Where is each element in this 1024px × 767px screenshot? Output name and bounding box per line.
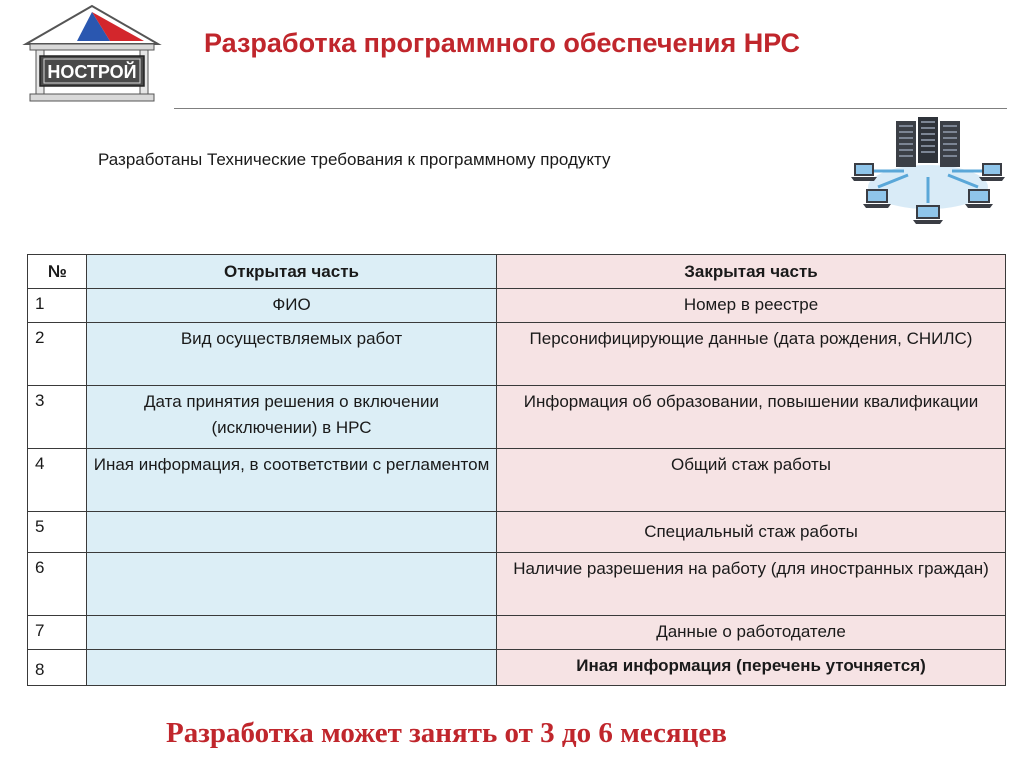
closed-cell: Специальный стаж работы bbox=[497, 512, 1006, 553]
logo-text: НОСТРОЙ bbox=[47, 62, 137, 82]
open-cell: Иная информация, в соответствии с регламентом bbox=[87, 449, 497, 512]
closed-cell: Информация об образовании, повышении квалификации bbox=[497, 386, 1006, 449]
open-cell: ФИО bbox=[87, 289, 497, 323]
open-cell bbox=[87, 553, 497, 616]
open-cell bbox=[87, 512, 497, 553]
open-cell: Дата принятия решения о включении (исключении) в НРС bbox=[87, 386, 497, 449]
page-title: Разработка программного обеспечения НРС bbox=[204, 28, 801, 58]
row-number: 3 bbox=[28, 386, 87, 449]
row-number: 7 bbox=[28, 616, 87, 650]
table-row bbox=[28, 289, 1006, 323]
row-number: 4 bbox=[28, 449, 87, 512]
closed-cell: Персонифицирующие данные (дата рождения, СНИЛС) bbox=[497, 323, 1006, 386]
closed-cell: Иная информация (перечень уточняется) bbox=[497, 650, 1006, 686]
table-row bbox=[28, 650, 1006, 686]
table-row bbox=[28, 616, 1006, 650]
table-row bbox=[28, 386, 1006, 449]
table-row bbox=[28, 449, 1006, 512]
open-cell bbox=[87, 650, 497, 686]
closed-cell: Данные о работодателе bbox=[497, 616, 1006, 650]
table-row bbox=[28, 512, 1006, 553]
table-row bbox=[28, 553, 1006, 616]
duration-note: Разработка может занять от 3 до 6 месяцев bbox=[166, 717, 727, 749]
table-header-row bbox=[28, 255, 1006, 289]
closed-cell: Наличие разрешения на работу (для иностранных граждан) bbox=[497, 553, 1006, 616]
open-cell: Вид осуществляемых работ bbox=[87, 323, 497, 386]
title-divider bbox=[174, 108, 1007, 109]
server-network-illustration bbox=[848, 115, 1006, 227]
header-open-part: Открытая часть bbox=[87, 255, 497, 289]
row-number: 8 bbox=[28, 650, 87, 686]
subtitle: Разработаны Технические требования к программному продукту bbox=[98, 150, 611, 169]
row-number: 6 bbox=[28, 553, 87, 616]
table-row bbox=[28, 323, 1006, 386]
header-num: № bbox=[28, 255, 87, 289]
header-closed-part: Закрытая часть bbox=[497, 255, 1006, 289]
closed-cell: Общий стаж работы bbox=[497, 449, 1006, 512]
closed-cell: Номер в реестре bbox=[497, 289, 1006, 323]
requirements-table bbox=[27, 254, 1006, 686]
nostroy-logo bbox=[22, 4, 162, 106]
row-number: 2 bbox=[28, 323, 87, 386]
row-number: 5 bbox=[28, 512, 87, 553]
open-cell bbox=[87, 616, 497, 650]
row-number: 1 bbox=[28, 289, 87, 323]
